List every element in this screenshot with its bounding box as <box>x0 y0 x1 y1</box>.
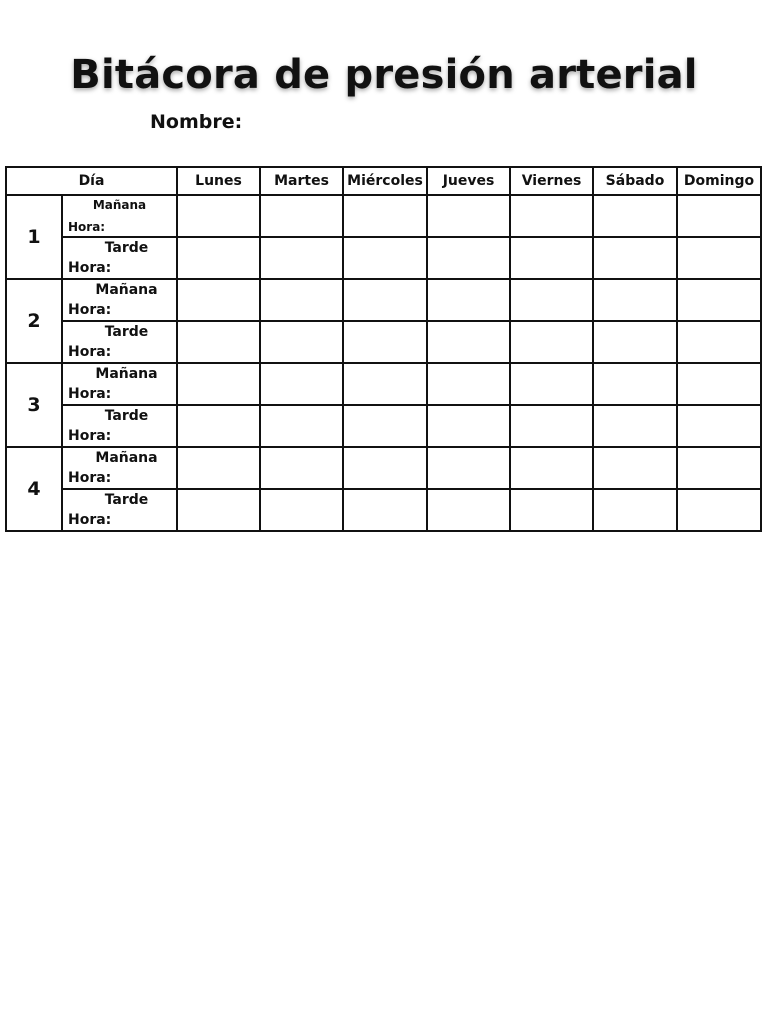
reading-cell[interactable] <box>260 447 343 489</box>
reading-cell[interactable] <box>677 405 761 447</box>
reading-cell[interactable] <box>260 237 343 279</box>
table-row <box>6 447 761 489</box>
weekday-header: Viernes <box>510 167 593 195</box>
hour-label: Hora: <box>68 386 112 402</box>
day-number: 2 <box>6 279 62 363</box>
reading-cell[interactable] <box>427 195 510 237</box>
morning-label: Mañana <box>92 198 147 212</box>
reading-cell[interactable] <box>343 279 427 321</box>
reading-cell[interactable] <box>260 321 343 363</box>
morning-label: Mañana <box>95 282 158 298</box>
morning-slot-label <box>62 363 177 405</box>
hour-label: Hora: <box>68 260 112 276</box>
reading-cell[interactable] <box>177 237 260 279</box>
reading-cell[interactable] <box>260 363 343 405</box>
reading-cell[interactable] <box>343 405 427 447</box>
morning-slot-label <box>62 195 177 237</box>
day-number: 3 <box>6 363 62 447</box>
afternoon-slot-label <box>62 405 177 447</box>
reading-cell[interactable] <box>343 321 427 363</box>
reading-cell[interactable] <box>177 321 260 363</box>
reading-cell[interactable] <box>343 237 427 279</box>
reading-cell[interactable] <box>510 279 593 321</box>
reading-cell[interactable] <box>427 321 510 363</box>
table-row <box>6 237 761 279</box>
hour-label: Hora: <box>68 428 112 444</box>
reading-cell[interactable] <box>177 489 260 531</box>
reading-cell[interactable] <box>177 405 260 447</box>
reading-cell[interactable] <box>677 447 761 489</box>
reading-cell[interactable] <box>427 279 510 321</box>
reading-cell[interactable] <box>677 279 761 321</box>
reading-cell[interactable] <box>343 447 427 489</box>
reading-cell[interactable] <box>260 195 343 237</box>
reading-cell[interactable] <box>593 279 677 321</box>
afternoon-slot-label <box>62 489 177 531</box>
reading-cell[interactable] <box>677 489 761 531</box>
reading-cell[interactable] <box>593 405 677 447</box>
reading-cell[interactable] <box>677 321 761 363</box>
reading-cell[interactable] <box>510 405 593 447</box>
hour-label: Hora: <box>68 470 112 486</box>
reading-cell[interactable] <box>593 237 677 279</box>
hour-label: Hora: <box>68 344 112 360</box>
reading-cell[interactable] <box>510 489 593 531</box>
hour-label: Hora: <box>68 512 112 528</box>
reading-cell[interactable] <box>343 195 427 237</box>
blood-pressure-log-table <box>5 166 762 532</box>
reading-cell[interactable] <box>260 405 343 447</box>
reading-cell[interactable] <box>593 489 677 531</box>
morning-label: Mañana <box>95 366 158 382</box>
weekday-header: Lunes <box>177 167 260 195</box>
reading-cell[interactable] <box>343 489 427 531</box>
reading-cell[interactable] <box>677 195 761 237</box>
reading-cell[interactable] <box>427 489 510 531</box>
reading-cell[interactable] <box>427 363 510 405</box>
day-number: 1 <box>6 195 62 279</box>
afternoon-slot-label <box>62 321 177 363</box>
afternoon-label: Tarde <box>104 240 149 256</box>
reading-cell[interactable] <box>593 321 677 363</box>
weekday-header: Martes <box>260 167 343 195</box>
reading-cell[interactable] <box>593 195 677 237</box>
morning-slot-label <box>62 447 177 489</box>
morning-slot-label <box>62 279 177 321</box>
afternoon-label: Tarde <box>104 324 149 340</box>
table-row <box>6 321 761 363</box>
reading-cell[interactable] <box>427 237 510 279</box>
reading-cell[interactable] <box>177 447 260 489</box>
weekday-header: Domingo <box>677 167 761 195</box>
reading-cell[interactable] <box>177 363 260 405</box>
reading-cell[interactable] <box>593 447 677 489</box>
reading-cell[interactable] <box>510 237 593 279</box>
weekday-header: Miércoles <box>343 167 427 195</box>
header-row <box>6 167 761 195</box>
table-row <box>6 363 761 405</box>
hour-label: Hora: <box>68 220 106 234</box>
page-title: Bitácora de presión arterial <box>70 52 698 98</box>
name-label: Nombre: <box>150 111 243 133</box>
reading-cell[interactable] <box>510 195 593 237</box>
weekday-header: Jueves <box>427 167 510 195</box>
reading-cell[interactable] <box>260 279 343 321</box>
reading-cell[interactable] <box>177 195 260 237</box>
reading-cell[interactable] <box>510 447 593 489</box>
reading-cell[interactable] <box>177 279 260 321</box>
table-row <box>6 279 761 321</box>
reading-cell[interactable] <box>677 363 761 405</box>
day-header: Día <box>6 167 177 195</box>
morning-label: Mañana <box>95 450 158 466</box>
reading-cell[interactable] <box>510 363 593 405</box>
table-row <box>6 195 761 237</box>
weekday-header: Sábado <box>593 167 677 195</box>
day-number: 4 <box>6 447 62 531</box>
table-row <box>6 405 761 447</box>
reading-cell[interactable] <box>427 405 510 447</box>
reading-cell[interactable] <box>343 363 427 405</box>
afternoon-slot-label <box>62 237 177 279</box>
reading-cell[interactable] <box>510 321 593 363</box>
afternoon-label: Tarde <box>104 492 149 508</box>
reading-cell[interactable] <box>677 237 761 279</box>
reading-cell[interactable] <box>260 489 343 531</box>
hour-label: Hora: <box>68 302 112 318</box>
reading-cell[interactable] <box>593 363 677 405</box>
table-row <box>6 489 761 531</box>
reading-cell[interactable] <box>427 447 510 489</box>
afternoon-label: Tarde <box>104 408 149 424</box>
